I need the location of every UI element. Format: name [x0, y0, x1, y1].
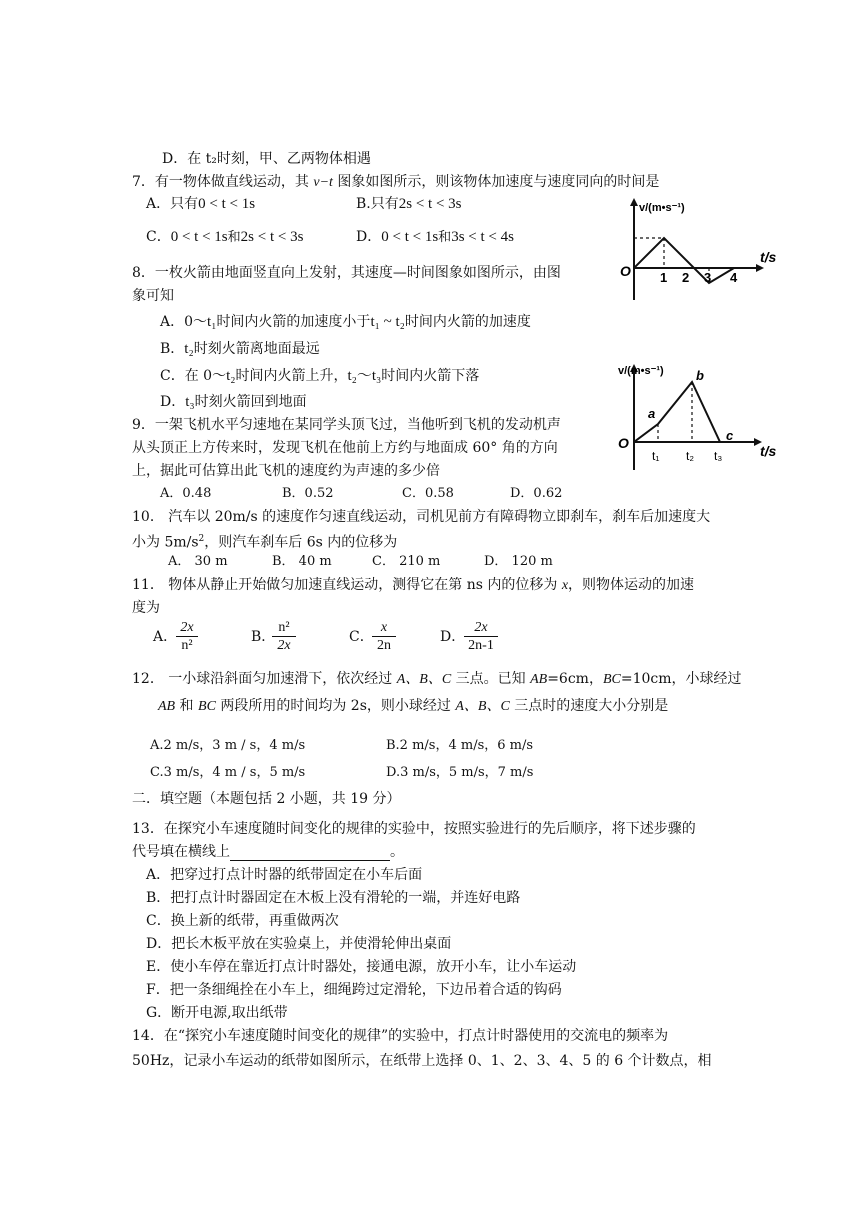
q8-a-t1: t₁	[207, 314, 217, 330]
q7-stem	[132, 173, 659, 192]
q11-b-denominator: 2x	[277, 638, 291, 653]
q11-a-label: A．	[153, 629, 178, 645]
q13-step-b: B．把打点计时器固定在木板上没有滑轮的一端，并连好电路	[146, 890, 521, 906]
q10-line2	[132, 530, 397, 552]
q11-c-numerator: x	[372, 619, 396, 637]
q7-option-c	[146, 228, 303, 247]
q8-b-text2: 时刻火箭离地面最远	[193, 341, 320, 357]
q7-vt-graph	[612, 196, 792, 308]
q7-c-expr2: 2s < t < 3s	[240, 229, 304, 245]
q8-option-c	[160, 367, 479, 385]
q11-d-denominator: 2n-1	[468, 638, 494, 653]
q9-line3: 上，据此可估算出此飞机的速度约为声速的多少倍	[132, 463, 440, 479]
fig2-ylabel: v/(m•s⁻¹)	[618, 365, 664, 377]
fig2-tick-t2: t₂	[686, 449, 694, 463]
q11-b-label: B．	[251, 629, 276, 645]
q9-option-d: D．0.62	[510, 486, 563, 501]
q7-d-and: 和	[438, 230, 452, 245]
q12-text2: 三点。已知	[451, 671, 531, 687]
q11-line1-text: 11． 物体从静止开始做匀加速直线运动，测得它在第 ns 内的位移为	[132, 577, 562, 593]
q7-stem-text: 7．有一物体做直线运动，其	[132, 174, 314, 190]
q7-b-expr: 2s < t < 3s	[398, 196, 462, 212]
q12-bc-2: BC	[198, 699, 216, 714]
q10-option-d: D． 120 m	[484, 554, 553, 569]
q10-line1: 10． 汽车以 20m/s 的速度作匀速直线运动，司机见前方有障碍物立即刹车，刹车后加速度大	[132, 509, 711, 525]
q7-c-expr1: 0 < t < 1s	[170, 229, 228, 245]
q8-option-a	[160, 313, 531, 331]
fig1-origin: O	[620, 263, 631, 279]
q13-line1: 13．在探究小车速度随时间变化的规律的实验中，按照实验进行的先后顺序，将下述步骤的	[132, 821, 696, 837]
q8-line1: 8．一枚火箭由地面竖直向上发射，其速度—时间图象如图所示，由图	[132, 265, 561, 281]
q7-c-label: C．	[146, 229, 171, 245]
q12-and: 和	[175, 698, 199, 714]
fig2-point-c: c	[726, 428, 734, 443]
q7-option-b	[356, 195, 462, 213]
q8-c-t2: t₂	[226, 368, 236, 384]
q7-vt-symbol: v−t	[313, 175, 333, 190]
q11-option-d-fraction	[464, 619, 498, 654]
q7-c-and: 和	[227, 230, 241, 245]
q7-option-d	[356, 228, 514, 247]
q11-option-a-fraction	[176, 619, 198, 654]
q14-line2: 50Hz，记录小车运动的纸带如图所示，在纸带上选择 0、1、2、3、4、5 的 6 个计数点，相	[132, 1053, 712, 1069]
q10-line2-sup: 2	[198, 534, 205, 544]
q12-option-a: A.2 m/s，3 m / s，4 m/s	[150, 738, 306, 753]
fig2-tick-t3: t₃	[714, 449, 723, 463]
q13-step-f: F．把一条细绳拴在小车上，细绳跨过定滑轮，下边吊着合适的钩码	[146, 982, 562, 998]
fig2-xlabel: t/s	[760, 443, 777, 459]
q12-bc: BC	[602, 672, 621, 687]
q11-b-numerator: n²	[272, 619, 296, 637]
q13-step-a: A．把穿过打点计时器的纸带固定在小车后面	[146, 867, 423, 883]
q8-d-text2: 时刻火箭回到地面	[194, 394, 307, 410]
q12-points-2: A、B、C	[455, 699, 510, 714]
fig2-origin: O	[618, 435, 629, 451]
q8-a-t1t2: t₁ ~ t₂	[370, 314, 405, 330]
q10-line2-text-2: ，则汽车刹车后 6s 内的位移为	[204, 534, 398, 551]
q13-line2-end: 。	[390, 844, 404, 860]
fig2-point-b: b	[696, 368, 704, 383]
q11-a-denominator: n²	[181, 638, 193, 653]
q10-line2-text: 小为 5m/s	[132, 534, 199, 551]
q12-points: A、B、C	[396, 672, 452, 687]
q9-line1: 9．一架飞机水平匀速地在某同学头顶飞过，当他听到飞机的发动机声	[132, 417, 561, 433]
q8-a-text3: 时间内火箭的加速度	[404, 314, 531, 330]
q8-a-text2: 时间内火箭的加速度小于	[216, 314, 371, 330]
q7-d-expr2: 3s < t < 4s	[451, 229, 514, 245]
q9-option-a: A．0.48	[160, 486, 212, 501]
fig1-tick-3: 3	[704, 270, 712, 285]
fig1-xlabel: t/s	[760, 249, 777, 265]
q8-c-text2: 时间内火箭上升，	[235, 368, 348, 384]
q11-option-c-fraction	[372, 619, 396, 654]
q13-step-c: C．换上新的纸带，再重做两次	[146, 913, 339, 929]
q7-option-a	[146, 195, 255, 213]
fig1-tick-1: 1	[660, 270, 668, 285]
section-fill-in-heading: 二．填空题（本题包括 2 小题，共 19 分）	[132, 791, 401, 807]
q7-d-expr1: 0 < t < 1s	[381, 229, 439, 245]
q8-option-d	[160, 393, 307, 411]
q12-ab: AB	[530, 672, 548, 687]
q12-text1: 12． 一小球沿斜面匀加速滑下，依次经过	[132, 671, 397, 687]
q7-d-label: D．	[356, 229, 382, 245]
q13-step-d: D．把长木板平放在实验桌上，并使滑轮伸出桌面	[146, 936, 452, 952]
q10-option-a: A． 30 m	[168, 554, 228, 569]
q13-step-g: G．断开电源,取出纸带	[146, 1005, 288, 1021]
q12-option-d: D.3 m/s，5 m/s，7 m/s	[386, 765, 534, 780]
q13-line2-text: 代号填在横线上	[132, 844, 230, 860]
q8-line2: 象可知	[132, 288, 174, 304]
q8-b-t2: t₂	[184, 341, 194, 357]
q11-a-numerator: 2x	[176, 619, 198, 637]
q11-d-numerator: 2x	[464, 619, 498, 637]
q11-line1	[132, 576, 694, 595]
q9-option-c: C．0.58	[402, 486, 454, 501]
q8-c-text3: 时间内火箭下落	[381, 368, 480, 384]
q11-line1-text-2: ，则物体运动的加速	[568, 577, 695, 593]
q8-option-b	[160, 340, 320, 358]
q8-b-text1: B．	[160, 341, 185, 357]
q7-stem-text-2: 图象如图所示，则该物体加速度与速度同向的时间是	[332, 174, 660, 190]
q12-line1	[132, 670, 742, 689]
q12-option-c: C.3 m/s，4 m / s，5 m/s	[150, 765, 306, 780]
q12-option-b: B.2 m/s，4 m/s，6 m/s	[386, 738, 534, 753]
fig2-point-a: a	[648, 406, 656, 421]
q8-d-t3: t₃	[185, 394, 195, 410]
q8-rocket-vt-graph	[612, 360, 798, 472]
q7-a-label: A．只有	[146, 196, 199, 212]
q12-bc-value: =10cm，小球经过	[620, 671, 742, 687]
q11-option-b-fraction	[272, 619, 296, 654]
q10-option-c: C． 210 m	[372, 554, 441, 569]
q7-b-label: B.只有	[356, 196, 399, 212]
q9-option-b: B．0.52	[282, 486, 334, 501]
fig2-tick-t1: t₁	[652, 449, 660, 463]
q6-option-d: D．在 t₂时刻，甲、乙两物体相遇	[162, 151, 371, 167]
q7-a-expr: 0 < t < 1s	[198, 196, 256, 212]
q11-line2: 度为	[132, 600, 160, 616]
q11-c-denominator: 2n	[377, 638, 391, 653]
q11-c-label: C．	[349, 629, 374, 645]
q9-line2: 从头顶正上方传来时，发现飞机在他前上方约与地面成 60° 角的方向	[132, 440, 558, 456]
fig1-ylabel: v/(m•s⁻¹)	[639, 202, 685, 214]
q11-x-symbol: x	[561, 578, 569, 593]
q14-line1: 14．在“探究小车速度随时间变化的规律”的实验中，打点计时器使用的交流电的频率为	[132, 1028, 669, 1044]
q12-line2	[158, 697, 668, 716]
q12-text4: 三点时的速度大小分别是	[509, 698, 669, 714]
q10-option-b: B． 40 m	[272, 554, 332, 569]
q12-text3: 两段所用的时间均为 2s，则小球经过	[215, 698, 456, 714]
q12-ab-value: =6cm，	[547, 671, 603, 687]
q8-c-t2t3: t₂～t₃	[347, 368, 382, 384]
q8-d-text1: D．	[160, 394, 186, 410]
q12-ab-2: AB	[158, 699, 176, 714]
q13-step-e: E．使小车停在靠近打点计时器处，接通电源，放开小车，让小车运动	[146, 959, 577, 975]
q13-answer-blank[interactable]	[230, 846, 390, 861]
fig1-tick-2: 2	[682, 270, 690, 285]
q11-d-label: D．	[440, 629, 466, 645]
q8-c-text1: C．在 0～	[160, 368, 227, 384]
q8-a-text1: A．0～	[160, 314, 208, 330]
fig1-tick-4: 4	[730, 270, 738, 285]
q13-line2	[132, 843, 404, 861]
